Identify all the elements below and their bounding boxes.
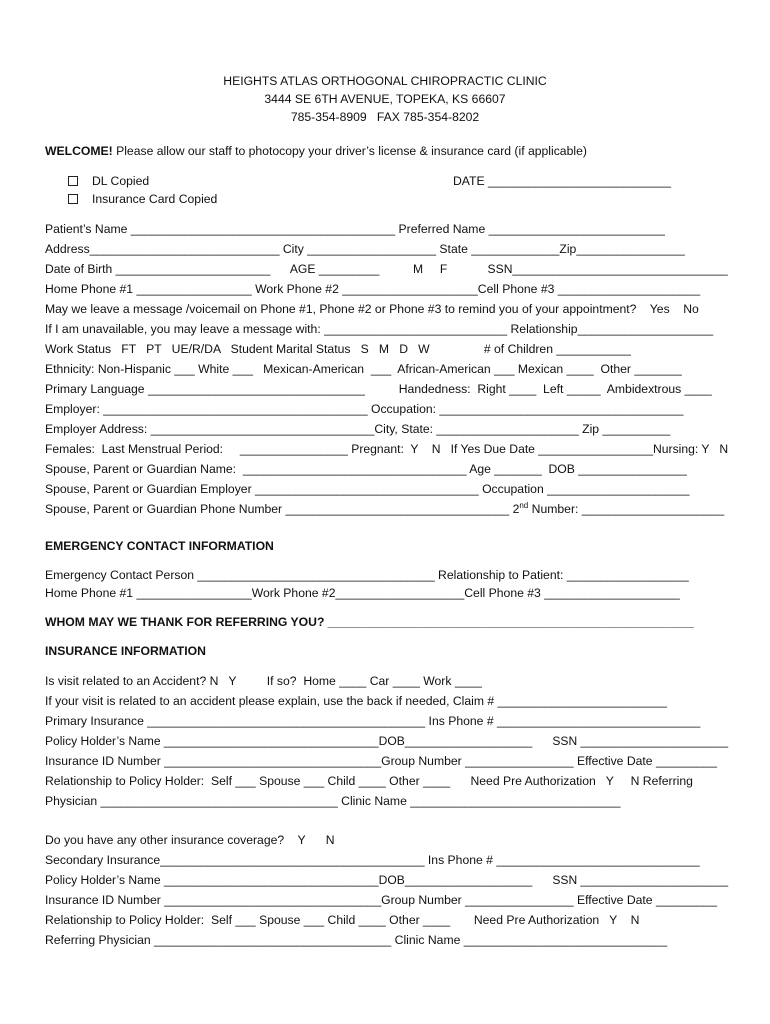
guardian-phone-field[interactable] <box>45 502 724 516</box>
guardian-name-field[interactable]: Spouse, Parent or Guardian Name: _________________________________ Age _______ DOB ________________ <box>45 462 687 476</box>
other-coverage-question[interactable]: Do you have any other insurance coverage? Y N <box>45 833 335 847</box>
alternate-contact-field[interactable]: If I am unavailable, you may leave a message with: ___________________________ Relationship____________________ <box>45 322 714 336</box>
language-field[interactable]: Primary Language ________________________________ Handedness: Right ____ Left _____ Ambidextrous ____ <box>45 382 712 396</box>
insurance-copied-checkbox[interactable] <box>68 194 78 204</box>
employer-address-field[interactable]: Employer Address: _________________________________City, State: _____________________ Zip __________ <box>45 422 671 436</box>
work-status-field[interactable]: Work Status FT PT UE/R/DA Student Marital Status S M D W # of Children ___________ <box>45 342 631 356</box>
welcome-line <box>45 144 587 158</box>
insurance-heading: INSURANCE INFORMATION <box>45 644 206 658</box>
primary-insurance-field[interactable]: Primary Insurance _________________________________________ Ins Phone # ______________________________ <box>45 714 701 728</box>
guardian-phone-label: Spouse, Parent or Guardian Phone Number _________________________________ 2 <box>45 502 520 516</box>
employer-field[interactable]: Employer: _______________________________________ Occupation: ____________________________________ <box>45 402 684 416</box>
patient-name-field[interactable]: Patient’s Name _______________________________________ Preferred Name __________________________ <box>45 222 665 236</box>
address-field[interactable]: Address____________________________ City ___________________ State _____________Zip________________ <box>45 242 685 256</box>
dl-copied-checkbox[interactable] <box>68 176 78 186</box>
dl-copied-row[interactable] <box>68 174 149 188</box>
insurance-copied-label: Insurance Card Copied <box>92 192 218 206</box>
females-field[interactable]: Females: Last Menstrual Period: ________________ Pregnant: Y N If Yes Due Date _________________Nursing: Y N <box>45 442 729 456</box>
policy-holder-field[interactable]: Policy Holder’s Name ________________________________DOB___________________ SSN ______________________ <box>45 734 729 748</box>
ethnicity-field[interactable]: Ethnicity: Non-Hispanic ___ White ___ Mexican-American ___ African-American ___ Mexican ____ Other _______ <box>45 362 682 376</box>
insurance-id-field[interactable]: Insurance ID Number ________________________________Group Number ________________ Effective Date _________ <box>45 754 717 768</box>
second-number-label: Number: _____________________ <box>528 502 725 516</box>
physician-field[interactable]: Physician ___________________________________ Clinic Name _______________________________ <box>45 794 621 808</box>
guardian-employer-field[interactable]: Spouse, Parent or Guardian Employer _________________________________ Occupation _____________________ <box>45 482 690 496</box>
welcome-text: Please allow our staff to photocopy your driver’s license & insurance card (if applicable) <box>112 144 587 158</box>
secondary-relationship-field[interactable]: Relationship to Policy Holder: Self ___ Spouse ___ Child ____ Other ____ Need Pre Authorization Y N <box>45 913 640 927</box>
emergency-phone-field[interactable]: Home Phone #1 _________________Work Phone #2___________________Cell Phone #3 ____________________ <box>45 586 680 600</box>
clinic-address: 3444 SE 6TH AVENUE, TOPEKA, KS 66607 <box>264 92 506 106</box>
dl-copied-label: DL Copied <box>92 174 150 188</box>
leave-message-question[interactable]: May we leave a message /voicemail on Phone #1, Phone #2 or Phone #3 to remind you of your appointment? Yes No <box>45 302 699 316</box>
insurance-copied-row[interactable] <box>68 192 217 206</box>
secondary-policy-holder-field[interactable]: Policy Holder’s Name ________________________________DOB___________________ SSN ______________________ <box>45 873 729 887</box>
accident-explain-field[interactable]: If your visit is related to an accident please explain, use the back if needed, Claim # _________________________ <box>45 694 667 708</box>
emergency-heading: EMERGENCY CONTACT INFORMATION <box>45 539 274 553</box>
secondary-insurance-field[interactable]: Secondary Insurance_______________________________________ Ins Phone # ______________________________ <box>45 853 700 867</box>
clinic-phone-fax: 785-354-8909 FAX 785-354-8202 <box>290 110 480 124</box>
relationship-field[interactable]: Relationship to Policy Holder: Self ___ Spouse ___ Child ____ Other ____ Need Pre Authorization Y N Referring <box>45 774 693 788</box>
referring-physician-field[interactable]: Referring Physician ___________________________________ Clinic Name ______________________________ <box>45 933 668 947</box>
referral-field[interactable]: WHOM MAY WE THANK FOR REFERRING YOU? ______________________________________________________ <box>45 615 694 629</box>
dob-field[interactable]: Date of Birth _______________________ AGE _________ M F SSN________________________________ <box>45 262 728 276</box>
emergency-contact-field[interactable]: Emergency Contact Person ___________________________________ Relationship to Patient: __________________ <box>45 568 689 582</box>
clinic-name: HEIGHTS ATLAS ORTHOGONAL CHIROPRACTIC CLINIC <box>223 74 547 88</box>
accident-question[interactable]: Is visit related to an Accident? N Y If so? Home ____ Car ____ Work ____ <box>45 674 482 688</box>
date-field[interactable]: DATE ___________________________ <box>453 174 671 188</box>
phone-numbers-field[interactable]: Home Phone #1 _________________ Work Phone #2 ____________________Cell Phone #3 _____________________ <box>45 282 701 296</box>
welcome-label: WELCOME! <box>45 144 113 158</box>
ordinal-suffix: nd <box>519 500 529 510</box>
secondary-insurance-id-field[interactable]: Insurance ID Number ________________________________Group Number ________________ Effective Date _________ <box>45 893 717 907</box>
